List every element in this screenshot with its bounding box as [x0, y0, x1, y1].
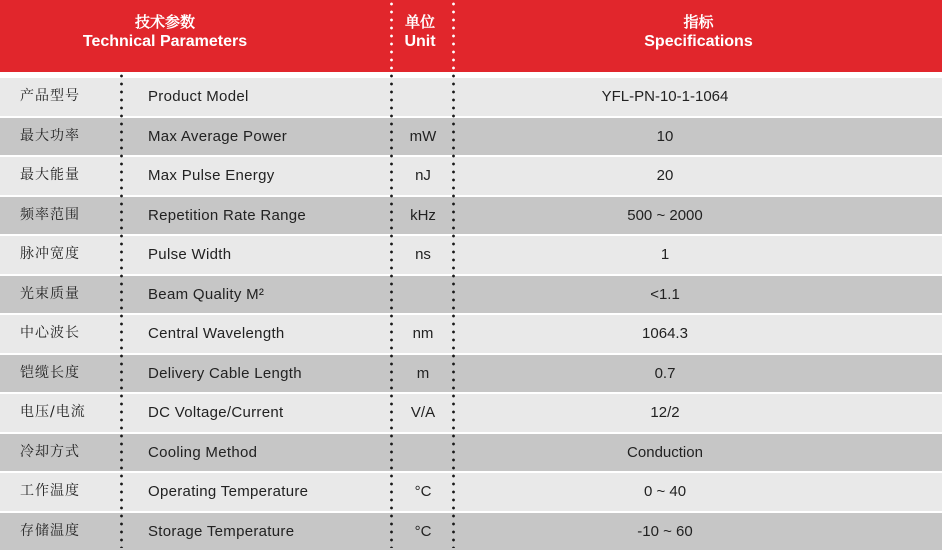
- param-spec: Conduction: [627, 443, 703, 461]
- table-row: [0, 78, 942, 116]
- table-row: [0, 157, 942, 195]
- param-unit: [398, 78, 448, 116]
- param-spec: 0.7: [654, 364, 676, 382]
- param-spec: 10: [656, 127, 674, 145]
- table-header: [0, 0, 942, 72]
- param-name-en: Repetition Rate Range: [148, 206, 307, 224]
- param-name-en: Beam Quality M²: [148, 285, 265, 303]
- param-name-zh: 产品型号: [20, 88, 80, 104]
- param-spec: 1064.3: [642, 325, 688, 342]
- param-unit: nm: [412, 325, 434, 342]
- param-spec: -10 ~ 60: [637, 522, 693, 540]
- header-parameters-en: Technical Parameters: [82, 33, 248, 50]
- param-spec: 500 ~ 2000: [627, 206, 703, 224]
- param-name-en: Central Wavelength: [148, 325, 285, 342]
- param-name-en: Delivery Cable Length: [148, 364, 302, 382]
- header-unit-en: Unit: [404, 33, 436, 50]
- column-divider-name: [120, 72, 123, 548]
- param-unit: nJ: [415, 167, 431, 184]
- param-name-zh: 存储温度: [20, 522, 80, 539]
- param-name-en: DC Voltage/Current: [148, 404, 284, 421]
- param-name-zh: 频率范围: [20, 206, 80, 223]
- param-name-zh: 电压/电流: [20, 404, 86, 420]
- param-unit: kHz: [410, 206, 436, 224]
- header-divider-unit-left: [390, 0, 393, 72]
- param-spec: 0 ~ 40: [643, 483, 687, 500]
- param-name-zh: 最大能量: [20, 167, 80, 183]
- param-name-en: Max Average Power: [148, 127, 288, 145]
- table-body: [0, 78, 942, 552]
- header-spec-zh: 指标: [683, 13, 714, 31]
- param-spec: <1.1: [650, 285, 680, 303]
- table-row: [0, 473, 942, 511]
- param-name-en: Product Model: [148, 88, 249, 105]
- column-divider-unit-right: [452, 72, 455, 548]
- table-row: [0, 394, 942, 432]
- param-unit: [398, 276, 448, 314]
- param-unit: mW: [409, 127, 437, 145]
- param-unit: V/A: [410, 404, 436, 421]
- param-name-zh: 脉冲宽度: [20, 246, 80, 262]
- param-spec: YFL-PN-10-1-1064: [601, 88, 729, 105]
- header-specifications: [455, 12, 942, 52]
- header-unit: [385, 12, 455, 52]
- param-unit: [398, 434, 448, 472]
- table-row: [0, 197, 942, 235]
- param-name-zh: 光束质量: [20, 285, 80, 302]
- table-row: [0, 355, 942, 393]
- header-parameters-zh: 技术参数: [134, 13, 195, 31]
- param-unit: °C: [414, 522, 432, 540]
- param-name-en: Pulse Width: [148, 246, 232, 263]
- param-name-zh: 冷却方式: [20, 443, 80, 460]
- table-row: [0, 118, 942, 156]
- table-row: [0, 513, 942, 551]
- param-name-en: Cooling Method: [148, 443, 258, 461]
- param-name-zh: 铠缆长度: [20, 364, 80, 381]
- param-unit: m: [416, 364, 430, 382]
- param-name-en: Operating Temperature: [148, 483, 309, 500]
- param-name-zh: 最大功率: [20, 127, 80, 144]
- table-row: [0, 276, 942, 314]
- param-name-en: Storage Temperature: [148, 522, 295, 540]
- header-unit-zh: 单位: [404, 13, 435, 31]
- header-parameters: [40, 12, 290, 52]
- column-divider-unit-left: [390, 72, 393, 548]
- param-name-en: Max Pulse Energy: [148, 167, 275, 184]
- table-row: [0, 236, 942, 274]
- param-unit: °C: [414, 483, 432, 500]
- param-name-zh: 中心波长: [20, 325, 80, 341]
- param-spec: 20: [656, 167, 674, 184]
- table-row: [0, 315, 942, 353]
- param-spec: 12/2: [650, 404, 680, 421]
- param-spec: 1: [660, 246, 670, 263]
- table-row: [0, 434, 942, 472]
- header-spec-en: Specifications: [644, 33, 753, 50]
- param-name-zh: 工作温度: [20, 483, 80, 499]
- param-unit: ns: [415, 246, 431, 263]
- header-divider-unit-right: [452, 0, 455, 72]
